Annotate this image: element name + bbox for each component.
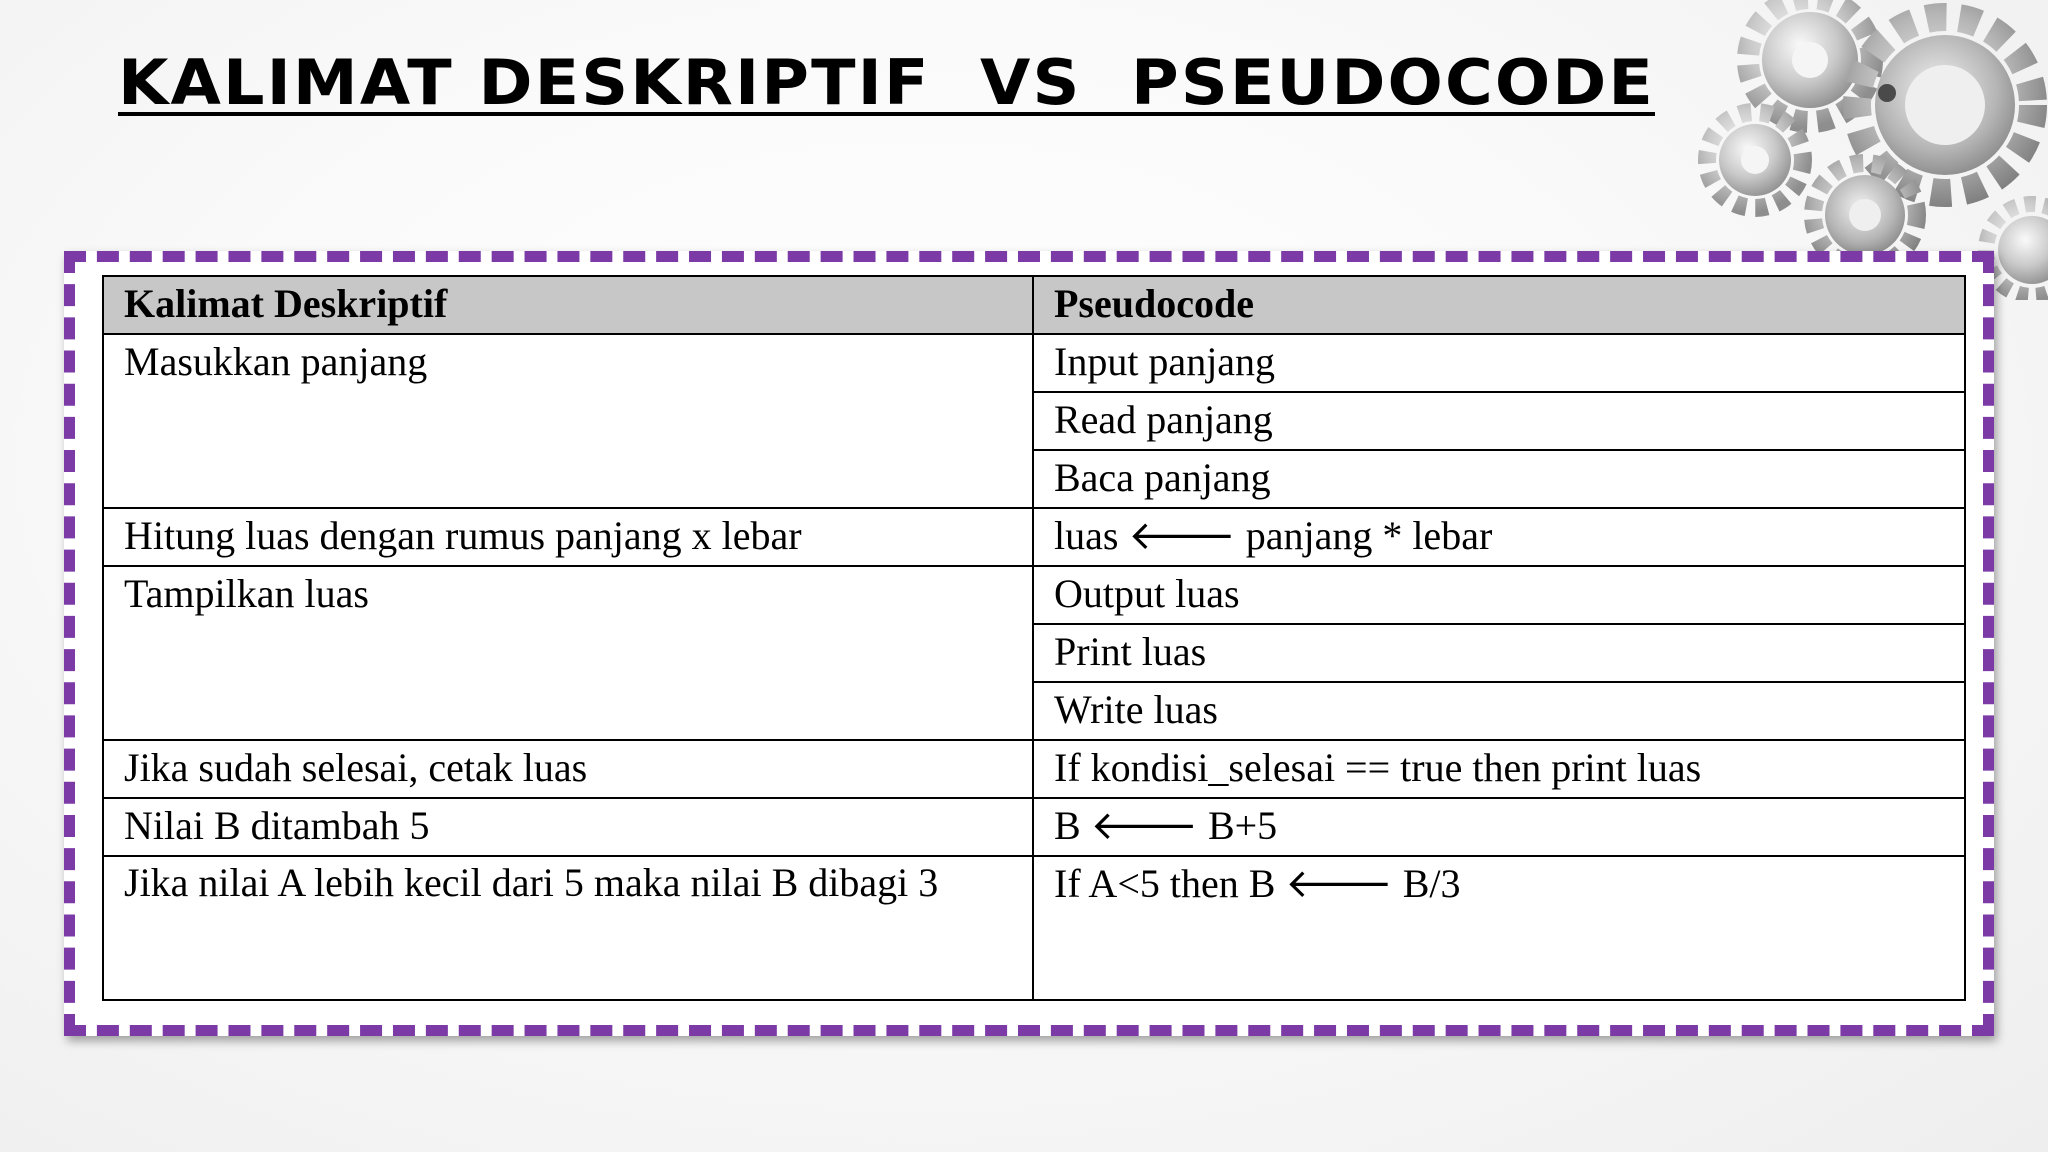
header-pseudocode: Pseudocode bbox=[1033, 276, 1965, 334]
table-row bbox=[103, 334, 1965, 392]
pseudocode-cell: Write luas bbox=[1033, 682, 1965, 740]
header-row bbox=[103, 276, 1965, 334]
pseudocode-cell: Output luas bbox=[1033, 566, 1965, 624]
pseudocode-cell: If kondisi_selesai == true then print luas bbox=[1033, 740, 1965, 798]
table-row bbox=[103, 508, 1965, 566]
pseudocode-cell: B 🡐 B+5 bbox=[1033, 798, 1965, 856]
descriptive-cell: Jika sudah selesai, cetak luas bbox=[103, 740, 1033, 798]
header-descriptive: Kalimat Deskriptif bbox=[103, 276, 1033, 334]
pseudocode-cell: Print luas bbox=[1033, 624, 1965, 682]
comparison-table bbox=[102, 275, 1966, 1001]
pseudocode-cell: luas 🡐 panjang * lebar bbox=[1033, 508, 1965, 566]
descriptive-cell: Masukkan panjang bbox=[103, 334, 1033, 508]
slide-title: KALIMAT DESKRIPTIF VS PSEUDOCODE bbox=[118, 46, 1655, 119]
pseudocode-cell: Input panjang bbox=[1033, 334, 1965, 392]
table-row bbox=[103, 856, 1965, 1000]
pseudocode-cell: If A<5 then B 🡐 B/3 bbox=[1033, 856, 1965, 1000]
table-row bbox=[103, 566, 1965, 624]
pseudocode-cell: Read panjang bbox=[1033, 392, 1965, 450]
descriptive-cell: Nilai B ditambah 5 bbox=[103, 798, 1033, 856]
table-row bbox=[103, 740, 1965, 798]
pseudocode-cell: Baca panjang bbox=[1033, 450, 1965, 508]
descriptive-cell: Tampilkan luas bbox=[103, 566, 1033, 740]
descriptive-cell: Jika nilai A lebih kecil dari 5 maka nilai B dibagi 3 bbox=[103, 856, 1033, 1000]
table-row bbox=[103, 798, 1965, 856]
descriptive-cell: Hitung luas dengan rumus panjang x lebar bbox=[103, 508, 1033, 566]
